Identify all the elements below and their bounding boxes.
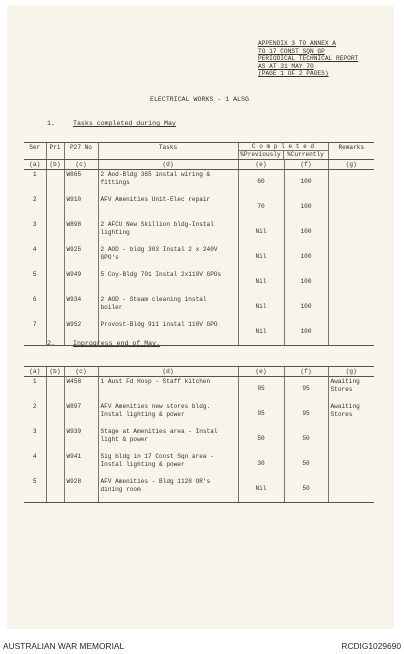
col-header-currently: %Currently	[287, 151, 324, 159]
remarks-cell	[328, 477, 374, 503]
header-line: TO 17 CONST SQN GP	[258, 47, 325, 55]
table-subheader-row	[24, 367, 374, 377]
task-cell: 2 Aod-Bldg 365 instal wiring & fittings	[98, 170, 238, 196]
task-cell: 2 AOD - bldg 303 Instal 2 x 240V GPO's	[98, 245, 238, 270]
subheader-cell: (e)	[238, 367, 284, 377]
task-cell: 5 Coy-Bldg 701 Instal 2x110V GPOs	[98, 270, 238, 295]
subheader-cell: (g)	[328, 159, 374, 169]
previously-cell: 30	[238, 452, 284, 477]
pri-cell	[46, 477, 64, 503]
currently-cell: 50	[284, 477, 328, 503]
previously-cell: 95	[238, 402, 284, 427]
previously-cell: 95	[238, 377, 284, 403]
section-heading-text: Inprogress end of May.	[73, 340, 161, 347]
remarks-cell	[328, 195, 374, 220]
ser-cell: 5	[24, 477, 46, 503]
p27-cell: W952	[64, 320, 98, 346]
table-row	[24, 270, 374, 295]
pri-cell	[46, 220, 64, 245]
table-subheader-row	[24, 159, 374, 169]
table-row	[24, 195, 374, 220]
subheader-cell: (c)	[64, 159, 98, 169]
remarks-cell: Awaiting Stores	[328, 402, 374, 427]
subheader-cell: (a)	[24, 367, 46, 377]
task-cell: AFV Amenities Unit-Elec repair	[98, 195, 238, 220]
header-line: (PAGE 1 OF 2 PAGES)	[258, 70, 329, 78]
tasks-in-progress-table	[24, 366, 374, 503]
subheader-cell: (b)	[46, 159, 64, 169]
section-number: 1.	[47, 120, 55, 127]
remarks-cell: Awaiting Stores	[328, 377, 374, 403]
table-row	[24, 477, 374, 503]
currently-cell: 50	[284, 427, 328, 452]
task-cell: Provost-Bldg 911 instal 110V GPO	[98, 320, 238, 346]
pri-cell	[46, 270, 64, 295]
p27-cell: W897	[64, 402, 98, 427]
pri-cell	[46, 295, 64, 320]
col-header-completed	[238, 143, 328, 160]
currently-cell: 100	[284, 295, 328, 320]
completed-label: C o m p l e t e d	[251, 143, 315, 150]
section-heading-text: Tasks completed during May	[73, 120, 176, 127]
ser-cell: 7	[24, 320, 46, 346]
subheader-cell: (b)	[46, 367, 64, 377]
col-header-ser: Ser	[24, 143, 46, 160]
task-cell: 2 AFCU New Skillion bldg-Instal lighting	[98, 220, 238, 245]
previously-cell: Nil	[238, 295, 284, 320]
col-header-pri: Pri	[46, 143, 64, 160]
remarks-cell	[328, 452, 374, 477]
currently-cell: 50	[284, 452, 328, 477]
p27-cell: W928	[64, 477, 98, 503]
currently-cell: 100	[284, 320, 328, 346]
subheader-cell: (d)	[98, 367, 238, 377]
appendix-header	[258, 40, 388, 78]
p27-cell: W939	[64, 427, 98, 452]
remarks-cell	[328, 295, 374, 320]
subheader-cell: (f)	[284, 367, 328, 377]
ser-cell: 4	[32, 453, 37, 461]
previously-cell: Nil	[238, 320, 284, 346]
previously-cell: Nil	[238, 270, 284, 295]
remarks-cell	[328, 427, 374, 452]
section-2-heading	[47, 340, 160, 347]
page-title: ELECTRICAL WORKS - 1 ALSG	[150, 96, 249, 103]
ser-cell: 5	[32, 271, 37, 279]
ser-cell: 1	[32, 171, 37, 179]
ser-cell: 3	[32, 428, 37, 436]
ser-cell: 3	[32, 221, 37, 229]
task-cell: 1 Aust Fd Hosp - Staff kitchen	[98, 377, 238, 403]
table-row	[24, 295, 374, 320]
task-cell: Sig bldg in 17 Const Sqn area - Instal lighting & power	[98, 452, 238, 477]
section-1-heading	[47, 120, 176, 127]
subheader-cell: (d)	[98, 159, 238, 169]
table-row	[24, 245, 374, 270]
remarks-cell	[328, 220, 374, 245]
remarks-cell	[328, 270, 374, 295]
currently-cell: 100	[284, 270, 328, 295]
p27-cell: W898	[64, 220, 98, 245]
record-id: RCDIG1029690	[341, 641, 401, 651]
subheader-cell: (c)	[64, 367, 98, 377]
subheader-cell: (f)	[284, 159, 328, 169]
previously-cell: 50	[238, 427, 284, 452]
table-row	[24, 427, 374, 452]
task-cell: AFV Amenities - Bldg 1128 OR's dining room	[98, 477, 238, 503]
remarks-cell	[328, 320, 374, 346]
ser-cell: 4	[32, 246, 37, 254]
pri-cell	[46, 195, 64, 220]
table-body	[24, 170, 374, 346]
pri-cell	[46, 245, 64, 270]
p27-cell: W458	[64, 377, 98, 403]
subheader-cell: (a)	[24, 159, 46, 169]
ser-cell: 6	[32, 296, 37, 304]
section-number: 2.	[47, 340, 55, 347]
currently-cell: 95	[284, 377, 328, 403]
header-line: APPENDIX 3 TO ANNEX A	[258, 40, 336, 47]
header-line: PERIODICAL TECHNICAL REPORT	[258, 55, 359, 63]
remarks-cell	[328, 245, 374, 270]
table-row	[24, 220, 374, 245]
pri-cell	[46, 377, 64, 403]
table-row	[24, 402, 374, 427]
header-line: AS AT 31 MAY 70	[258, 62, 314, 70]
ser-cell: 2	[32, 196, 37, 204]
subheader-cell: (g)	[328, 367, 374, 377]
currently-cell: 100	[284, 220, 328, 245]
pri-cell	[46, 402, 64, 427]
tasks-completed-table	[24, 142, 374, 346]
archive-name: AUSTRALIAN WAR MEMORIAL	[3, 641, 125, 651]
p27-cell: W934	[64, 295, 98, 320]
ser-cell: 2	[32, 403, 37, 411]
col-header-remarks: Remarks	[328, 143, 374, 160]
currently-cell: 100	[284, 170, 328, 196]
p27-cell: W865	[64, 170, 98, 196]
previously-cell: Nil	[238, 220, 284, 245]
col-header-previously: %Previously	[239, 151, 284, 158]
remarks-cell	[328, 170, 374, 196]
table-row	[24, 170, 374, 196]
task-cell: 2 AOD - Steam cleaning instal boiler	[98, 295, 238, 320]
p27-cell: W941	[64, 452, 98, 477]
previously-cell: 70	[238, 195, 284, 220]
currently-cell: 100	[284, 195, 328, 220]
previously-cell: Nil	[238, 477, 284, 503]
p27-cell: W910	[64, 195, 98, 220]
table-header-row	[24, 143, 374, 160]
p27-cell: W925	[64, 245, 98, 270]
table-body	[24, 377, 374, 503]
pri-cell	[46, 427, 64, 452]
previously-cell: Nil	[238, 245, 284, 270]
pri-cell	[46, 452, 64, 477]
task-cell: AFV Amenities new stores bldg. Instal lighting & power	[98, 402, 238, 427]
subheader-cell: (e)	[238, 159, 284, 169]
previously-cell: 60	[238, 170, 284, 196]
col-header-p27: P27 No	[64, 143, 98, 160]
table-row	[24, 452, 374, 477]
table-row	[24, 377, 374, 403]
archive-footer	[0, 638, 404, 654]
ser-cell: 1	[32, 378, 37, 386]
col-header-tasks: Tasks	[98, 143, 238, 160]
pri-cell	[46, 170, 64, 196]
task-cell: Stage at Amenities area - Instal light & power	[98, 427, 238, 452]
currently-cell: 95	[284, 402, 328, 427]
p27-cell: W949	[64, 270, 98, 295]
currently-cell: 100	[284, 245, 328, 270]
